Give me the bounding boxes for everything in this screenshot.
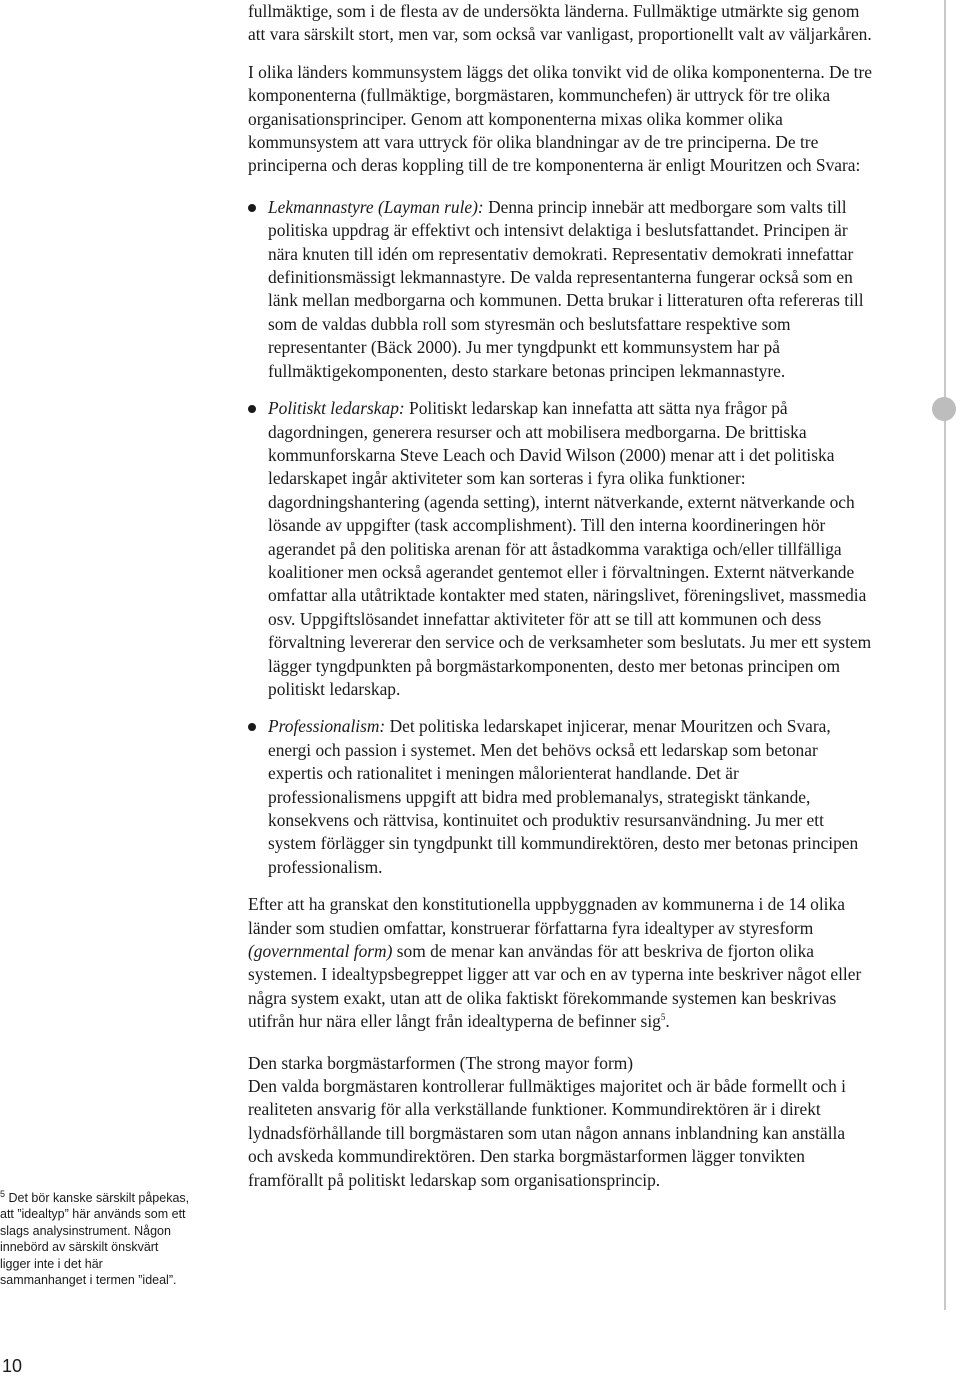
description-layman-rule: Denna princip innebär att medborgare som valts till politiska uppdrag är effektivt och intensivt delaktiga i beslutsfattandet. Principen är nära knuten till idén om representativ demokrati. Representativ demokrati innefattar definitionsmässigt lekmannastyre. De valda representanterna fungerar också som en länk mellan medborgarna och kommunen. Detta brukar i litteraturen ofta refereras till som de valdas dubbla roll som styresmän och beslutsfattare respektive som representanter (Bäck 2000). Ju mer tyngdpunkt ett kommunsystem har på fullmäktigekomponenten, desto starkare betonas principen lekmannastyre. <box>268 196 864 381</box>
term-layman-rule: Lekmannastyre (Layman rule): <box>268 196 484 217</box>
principles-list <box>248 196 873 879</box>
term-professionalism: Professionalism: <box>268 716 386 737</box>
idealtypes-text-after: som de menar kan användas för att beskriva de fjorton olika systemen. I idealtypsbegreppet ligger att var och en av typerna inte beskriver något eller några system exakt, utan att de olika faktiskt förekommande systemen kan beskrivas utifrån hur nära eller långt från idealtyperna de befinner sig <box>248 941 862 1032</box>
list-item-layman-rule <box>248 196 873 383</box>
page-number: 10 <box>2 1356 23 1376</box>
section-heading: Den starka borgmästarformen (The strong mayor form) <box>248 1052 634 1073</box>
list-item-professionalism <box>248 715 873 879</box>
description-professionalism: Det politiska ledarskapet injicerar, menar Mouritzen och Svara, energi och passion i systemet. Men det behövs också ett ledarskap som betonar expertis och rationalitet i meningen målorienterat handlande. Det är professionalismens uppgift att bidra med problemanalys, strategiskt tänkande, konsekvens och rättvisa, kontinuitet och produktiv resursanvändning. Ju mer ett system förlägger sin tyngdpunkt till kommundirektören, desto mer betonas principen professionalism. <box>268 716 859 877</box>
description-political-leadership: Politiskt ledarskap kan innefatta att sätta nya frågor på dagordningen, generera resurser och att mobilisera medborgarna. De brittiska kommunforskarna Steve Leach och David Wilson (2000) menar att i det politiska ledarskapet ingår aktiviteter som kan sorteras i fyra olika funktioner: dagordningshantering (agenda setting), internt nätverkande, externt nätverkande och lösande av uppgifter (task accomplishment). Till den interna koordineringen hör agerandet på den politiska arenan för att åstadkomma varaktiga och/eller tillfälliga koalitioner men också agerandet gentemot eller i förvaltningen. Externt nätverkande omfattar alla utåtriktade kontakter med staten, näringslivet, föreningslivet, massmedia osv. Uppgiftslösandet innefattar aktiviteter för att se till att kommunen och dess förvaltning levererar den service och de verksamheter som beslutats. Ju mer ett system lägger tyngdpunkten på borgmästarkomponenten, desto mer betonas principen om politiskt ledarskap. <box>268 398 872 699</box>
idealtypes-term: (governmental form) <box>248 941 393 962</box>
paragraph-intro: fullmäktige, som i de flesta av de undersökta länderna. Fullmäktige utmärkte sig genom att vara särskilt stort, men var, som också var vanligast, proportionellt valt av väljarkåren. <box>248 1 872 45</box>
bullet-icon <box>248 405 256 413</box>
main-text-column <box>248 0 873 1192</box>
term-political-leadership: Politiskt ledarskap: <box>268 398 405 419</box>
paragraph-idealtypes <box>248 893 873 1033</box>
footnote-number: 5 <box>0 1188 6 1199</box>
idealtypes-text-before: Efter att ha granskat den konstitutionella uppbyggnaden av kommunerna i de 14 olika länder som studien omfattar, konstruerar författarna fyra idealtyper av styresform <box>248 894 845 938</box>
paragraph-components: I olika länders kommunsystem läggs det olika tonvikt vid de olika komponenterna. De tre komponenterna (fullmäktige, borgmästaren, kommunchefen) är uttryck för tre olika organisationsprinciper. Genom att komponenterna mixas olika kommer olika kommunsystem att vara uttryck för olika blandningar av de tre principerna. De tre principerna och deras koppling till de tre komponenterna är enligt Mouritzen och Svara: <box>248 61 872 176</box>
bullet-icon <box>248 723 256 731</box>
margin-marker-dot <box>932 397 956 421</box>
list-item-political-leadership <box>248 397 873 701</box>
margin-rule <box>944 0 946 1310</box>
footnote-text: Det bör kanske särskilt påpekas, att ”idealtyp” här används som ett slags analysinstrument. Någon innebörd av särskilt önskvärt ligger inte i det här sammanhanget i termen ”ideal”. <box>0 1191 190 1288</box>
paragraph-strong-mayor: Den valda borgmästaren kontrollerar fullmäktiges majoritet och är både formellt och i realiteten ansvarig för alla verkställande funktioner. Kommundirektören är i direkt lydnadsförhållande till borgmästaren som utan någon annans inblandning kan anställa och avskeda kommundirektören. Den starka borgmästarformen lägger tonvikten framförallt på politiskt ledarskap som organisationsprincip. <box>248 1076 846 1190</box>
footnote-reference[interactable]: 5 <box>660 1012 666 1023</box>
bullet-icon <box>248 204 256 212</box>
footnote <box>0 1190 190 1288</box>
idealtypes-text-end: . <box>665 1011 670 1032</box>
